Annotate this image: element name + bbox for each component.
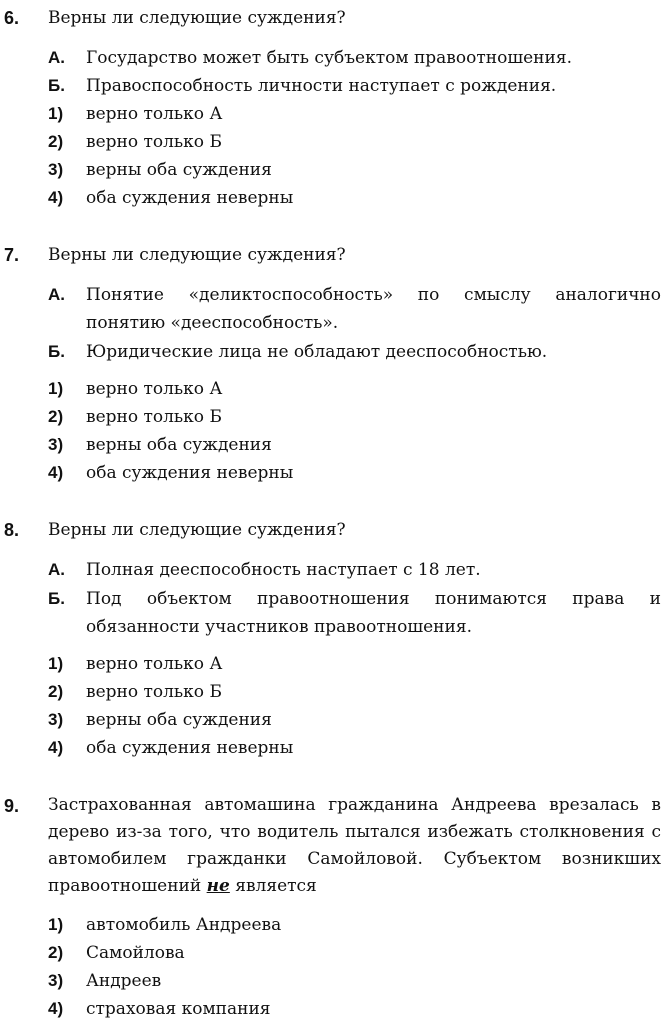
option-label: 3): [48, 710, 64, 729]
statement-b: [48, 585, 661, 641]
question-prompt: Верны ли следующие суждения?: [48, 520, 346, 540]
statement-text: Государство может быть субъектом правоотношения.: [86, 48, 572, 68]
option-text: страховая компания: [86, 999, 271, 1019]
statement-label: Б.: [48, 76, 65, 95]
statement-text: Полная дееспособность наступает с 18 лет.: [86, 560, 481, 580]
statement-b: [48, 72, 661, 100]
answer-option-3[interactable]: [48, 967, 661, 995]
option-text: верно только Б: [86, 407, 222, 427]
statement-text: Юридические лица не обладают дееспособностью.: [86, 342, 548, 362]
option-label: 4): [48, 738, 64, 757]
option-text: верно только А: [86, 379, 223, 399]
option-label: 3): [48, 435, 64, 454]
question-prompt: Верны ли следующие суждения?: [48, 245, 346, 265]
option-text: Самойлова: [86, 943, 185, 963]
statement-label: Б.: [48, 589, 65, 608]
answer-option-4[interactable]: [48, 995, 661, 1023]
question-prompt: Верны ли следующие суждения?: [48, 8, 346, 28]
option-label: 3): [48, 160, 64, 179]
prompt-text: Застрахованная автомашина гражданина Андреева врезалась в дерево из-за того, что водитель пытался избежать столкновения с автомобилем гражданки Самойловой. Субъектом возникших правоотношений: [48, 795, 661, 896]
question-number: 8.: [4, 520, 20, 540]
option-label: 2): [48, 407, 64, 426]
answer-option-2[interactable]: [48, 939, 661, 967]
statement-a: [48, 44, 661, 72]
answer-option-3[interactable]: [48, 706, 661, 734]
option-label: 4): [48, 463, 64, 482]
answer-option-1[interactable]: [48, 375, 661, 403]
answer-option-2[interactable]: [48, 678, 661, 706]
answer-option-1[interactable]: [48, 911, 661, 939]
option-label: 2): [48, 132, 64, 151]
option-text: верны оба суждения: [86, 710, 272, 730]
answer-option-4[interactable]: [48, 459, 661, 487]
answer-option-4[interactable]: [48, 734, 661, 762]
statement-a: [48, 556, 661, 584]
question-number: 9.: [4, 796, 20, 816]
option-text: верны оба суждения: [86, 160, 272, 180]
question-prompt: [48, 792, 661, 900]
answer-option-3[interactable]: [48, 431, 661, 459]
statement-label: Б.: [48, 342, 65, 361]
answer-option-1[interactable]: [48, 100, 661, 128]
option-label: 1): [48, 379, 64, 398]
option-text: верно только А: [86, 654, 223, 674]
question-number: 6.: [4, 8, 20, 28]
answer-option-1[interactable]: [48, 650, 661, 678]
statement-label: А.: [48, 560, 65, 579]
option-label: 1): [48, 104, 64, 123]
answer-option-2[interactable]: [48, 403, 661, 431]
option-text: Андреев: [86, 971, 162, 991]
statement-label: А.: [48, 285, 65, 304]
option-text: верно только Б: [86, 132, 222, 152]
statement-label: А.: [48, 48, 65, 67]
prompt-emphasis: не: [206, 876, 230, 896]
statement-b: [48, 338, 661, 366]
question-number: 7.: [4, 245, 20, 265]
option-label: 2): [48, 943, 64, 962]
option-label: 4): [48, 188, 64, 207]
answer-option-4[interactable]: [48, 184, 661, 212]
statement-text: Понятие «деликтоспособность» по смыслу аналогично понятию «дееспособность».: [86, 285, 661, 333]
option-text: верны оба суждения: [86, 435, 272, 455]
option-text: оба суждения неверны: [86, 463, 294, 483]
answer-option-2[interactable]: [48, 128, 661, 156]
option-text: верно только Б: [86, 682, 222, 702]
option-text: верно только А: [86, 104, 223, 124]
answer-option-3[interactable]: [48, 156, 661, 184]
prompt-text-end: является: [229, 876, 317, 896]
option-label: 3): [48, 971, 64, 990]
statement-text: Правоспособность личности наступает с рождения.: [86, 76, 557, 96]
option-label: 1): [48, 915, 64, 934]
option-label: 4): [48, 999, 64, 1018]
option-text: оба суждения неверны: [86, 738, 294, 758]
option-text: оба суждения неверны: [86, 188, 294, 208]
option-label: 2): [48, 682, 64, 701]
option-text: автомобиль Андреева: [86, 915, 282, 935]
statement-text: Под объектом правоотношения понимаются права и обязанности участников правоотношения.: [86, 589, 661, 637]
statement-a: [48, 281, 661, 337]
option-label: 1): [48, 654, 64, 673]
